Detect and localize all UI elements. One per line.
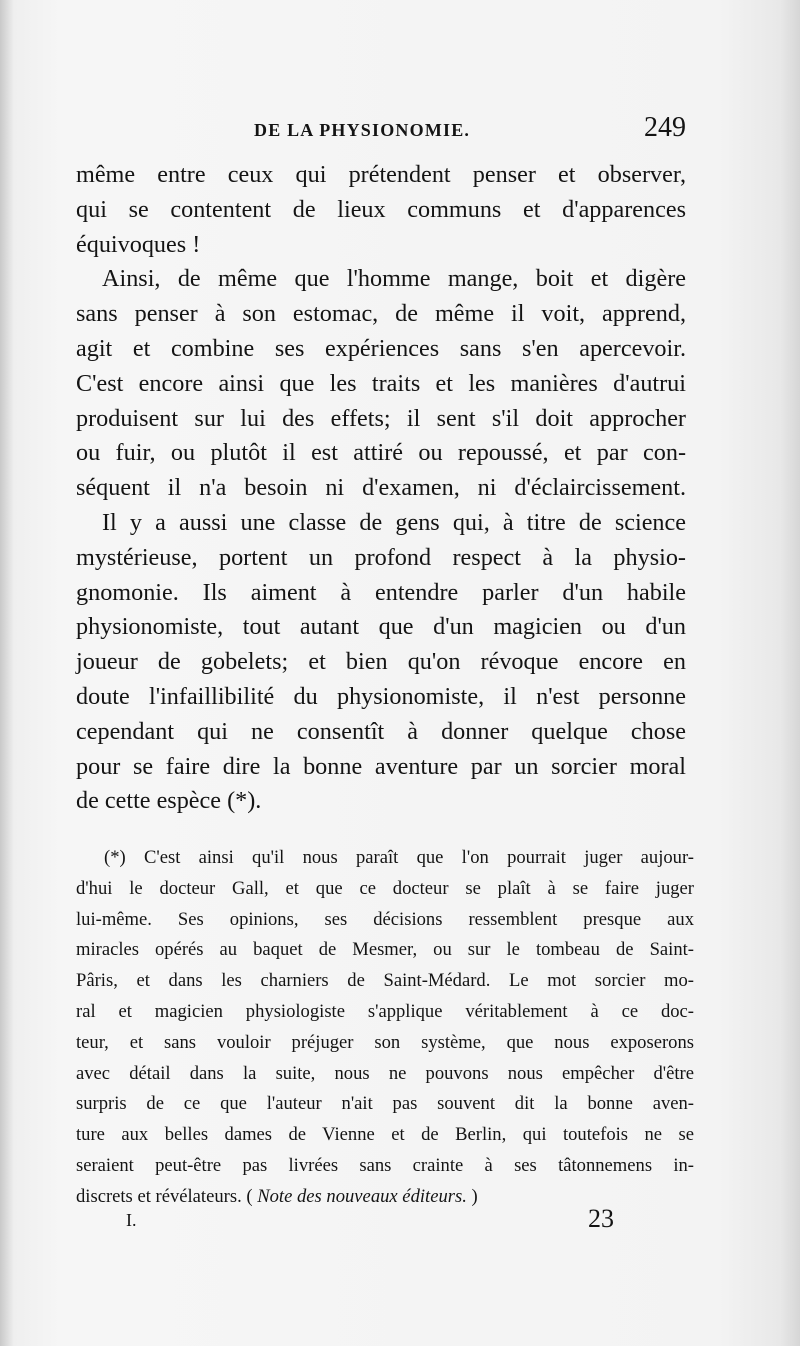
text-line: sans penser à son estomac, de même il voit, apprend, xyxy=(76,300,686,328)
text-line: agit et combine ses expériences sans s'en apercevoir. xyxy=(76,334,686,362)
text-line: physionomiste, tout autant que d'un magicien ou d'un xyxy=(76,613,686,641)
footnote-line-start: discrets et révélateurs. ( xyxy=(76,1185,253,1207)
footnote-line: teur, et sans vouloir préjuger son système, que nous exposerons xyxy=(76,1031,694,1053)
text-line: séquent il n'a besoin ni d'examen, ni d'éclaircissement. xyxy=(76,474,686,502)
text-line: gnomonie. Ils aiment à entendre parler d'un habile xyxy=(76,578,686,606)
editors-note: Note des nouveaux éditeurs. xyxy=(257,1185,467,1207)
footnote-line: Pâris, et dans les charniers de Saint-Médard. Le mot sorcier mo- xyxy=(76,970,694,992)
footnote xyxy=(76,843,694,1213)
footnote-line: (*) C'est ainsi qu'il nous paraît que l'on pourrait juger aujour- xyxy=(104,847,694,868)
signature-volume: I. xyxy=(126,1210,137,1230)
text-line: Ainsi, de même que l'homme mange, boit et digère xyxy=(102,265,686,293)
text-line: doute l'infaillibilité du physionomiste, il n'est personne xyxy=(76,682,686,710)
running-head xyxy=(76,112,686,152)
text-line: pour se faire dire la bonne aventure par un sorcier moral xyxy=(76,752,686,780)
text-line: ou fuir, ou plutôt il est attiré ou repoussé, et par con- xyxy=(76,439,686,467)
footnote-line: ral et magicien physiologiste s'applique véritablement à ce doc- xyxy=(76,1000,694,1022)
footnote-line: seraient peut-être pas livrées sans crainte à ses tâtonnemens in- xyxy=(76,1154,694,1176)
text-line: Il y a aussi une classe de gens qui, à titre de science xyxy=(102,508,686,536)
footnote-line: avec détail dans la suite, nous ne pouvons nous empêcher d'être xyxy=(76,1062,694,1084)
page-number: 249 xyxy=(644,112,686,143)
text-line: équivoques ! xyxy=(76,230,201,258)
signature-number: 23 xyxy=(588,1204,614,1233)
footnote-line: surpris de ce que l'auteur n'ait pas souvent dit la bonne aven- xyxy=(76,1093,694,1115)
signature-row xyxy=(76,1204,686,1240)
text-line: qui se contentent de lieux communs et d'apparences xyxy=(76,195,686,223)
text-line: joueur de gobelets; et bien qu'on révoque encore en xyxy=(76,648,686,676)
text-line: C'est encore ainsi que les traits et les manières d'autrui xyxy=(76,369,686,397)
footnote-line: d'hui le docteur Gall, et que ce docteur se plaît à se faire juger xyxy=(76,877,694,899)
text-line: cependant qui ne consentît à donner quelque chose xyxy=(76,717,686,745)
text-line: produisent sur lui des effets; il sent s'il doit approcher xyxy=(76,404,686,432)
footnote-closing: ) xyxy=(466,1185,478,1207)
text-line: de cette espèce (*). xyxy=(76,787,262,815)
running-title: DE LA PHYSIONOMIE. xyxy=(254,120,471,140)
text-line: mystérieuse, portent un profond respect à la physio- xyxy=(76,543,686,571)
footnote-line: lui-même. Ses opinions, ses décisions ressemblent presque aux xyxy=(76,908,694,930)
footnote-line: miracles opérés au baquet de Mesmer, ou sur le tombeau de Saint- xyxy=(76,939,694,961)
footnote-line: ture aux belles dames de Vienne et de Berlin, qui toutefois ne se xyxy=(76,1124,694,1146)
text-line: même entre ceux qui prétendent penser et observer, xyxy=(76,161,686,188)
main-text xyxy=(76,158,686,819)
